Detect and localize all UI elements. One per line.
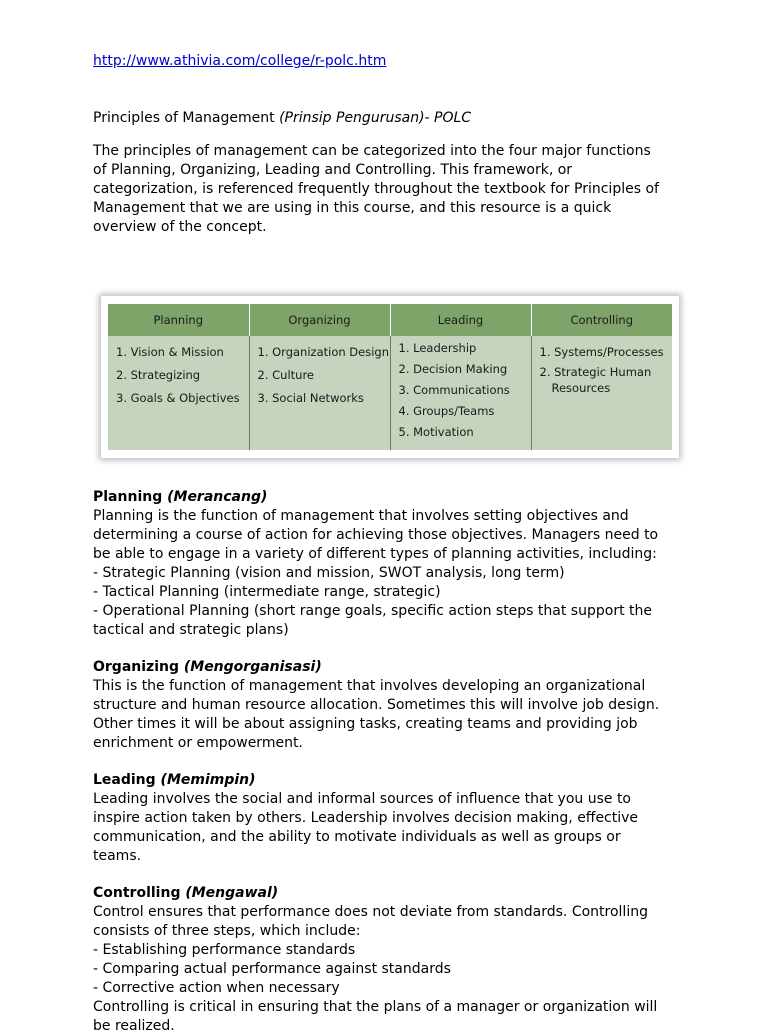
document-page [93,52,678,237]
intro-line: overview of the concept. [93,219,267,235]
section-line: - Strategic Planning (vision and mission, SWOT analysis, long term) [93,565,565,581]
section-line: teams. [93,848,142,864]
intro-line: Management that we are using in this course, and this resource is a quick [93,200,612,216]
polc-header-organizing: Organizing [249,304,390,336]
polc-item: 2. Strategizing [116,368,201,382]
polc-item: 1. Organization Design [257,345,390,359]
section-leading [93,771,678,866]
section-line: tactical and strategic plans) [93,622,289,638]
sections [93,488,678,1036]
intro-line: of Planning, Organizing, Leading and Controlling. This framework, or [93,162,573,178]
section-line: - Tactical Planning (intermediate range, strategic) [93,584,441,600]
polc-header-controlling: Controlling [531,304,672,336]
polc-item: 4. Groups/Teams [398,404,495,418]
section-line: - Corrective action when necessary [93,980,340,996]
section-line: Other times it will be about assigning tasks, creating teams and providing job [93,716,638,732]
source-link[interactable]: http://www.athivia.com/college/r-polc.htm [93,53,387,69]
section-title: Controlling (Mengawal) [93,885,279,901]
polc-col-leading [390,336,531,450]
section-controlling [93,884,678,1036]
polc-item: 3. Communications [398,383,510,397]
section-title: Planning (Merancang) [93,489,268,505]
section-line: consists of three steps, which include: [93,923,361,939]
title-italic: (Prinsip Pengurusan)- POLC [279,110,472,126]
section-line: be realized. [93,1018,175,1034]
section-line: - Establishing performance standards [93,942,356,958]
intro-paragraph [93,142,678,237]
section-line: structure and human resource allocation. Sometimes this will involve job design. [93,697,660,713]
section-line: - Operational Planning (short range goals, specific action steps that support the [93,603,652,619]
section-line: determining a course of action for achieving those objectives. Managers need to [93,527,659,543]
title-main: Principles of Management [93,110,280,126]
section-line: Control ensures that performance does not deviate from standards. Controlling [93,904,648,920]
polc-item: 2. Decision Making [398,362,508,376]
polc-header-planning: Planning [108,304,249,336]
section-line: This is the function of management that involves developing an organizational [93,678,646,694]
section-line: Controlling is critical in ensuring that the plans of a manager or organization will [93,999,658,1015]
polc-figure [101,296,679,458]
section-organizing [93,658,678,753]
polc-col-planning [108,336,249,450]
section-title: Organizing (Mengorganisasi) [93,659,322,675]
polc-item: 2. Culture [257,368,314,382]
intro-line: The principles of management can be categorized into the four major functions [93,143,651,159]
section-line: communication, and the ability to motivate individuals as well as groups or [93,829,621,845]
polc-item: 1. Systems/Processes [539,345,664,359]
polc-item: 1. Leadership [398,341,477,355]
page-title [93,109,678,128]
polc-col-controlling [531,336,672,450]
section-line: - Comparing actual performance against standards [93,961,451,977]
polc-header-leading: Leading [390,304,531,336]
polc-table [108,304,672,450]
polc-col-organizing [249,336,390,450]
section-planning [93,488,678,640]
section-line: be able to engage in a variety of different types of planning activities, including: [93,546,657,562]
section-title: Leading (Memimpin) [93,772,256,788]
section-line: inspire action taken by others. Leadership involves decision making, effective [93,810,639,826]
section-line: Leading involves the social and informal sources of influence that you use to [93,791,632,807]
section-line: enrichment or empowerment. [93,735,303,751]
polc-item: 5. Motivation [398,425,474,439]
polc-item: Resources [551,381,611,395]
section-line: Planning is the function of management that involves setting objectives and [93,508,629,524]
intro-line: categorization, is referenced frequently throughout the textbook for Principles of [93,181,659,197]
polc-item: 3. Goals & Objectives [116,391,240,405]
polc-item: 3. Social Networks [257,391,364,405]
polc-item: 1. Vision & Mission [116,345,224,359]
polc-item: 2. Strategic Human [539,365,652,379]
